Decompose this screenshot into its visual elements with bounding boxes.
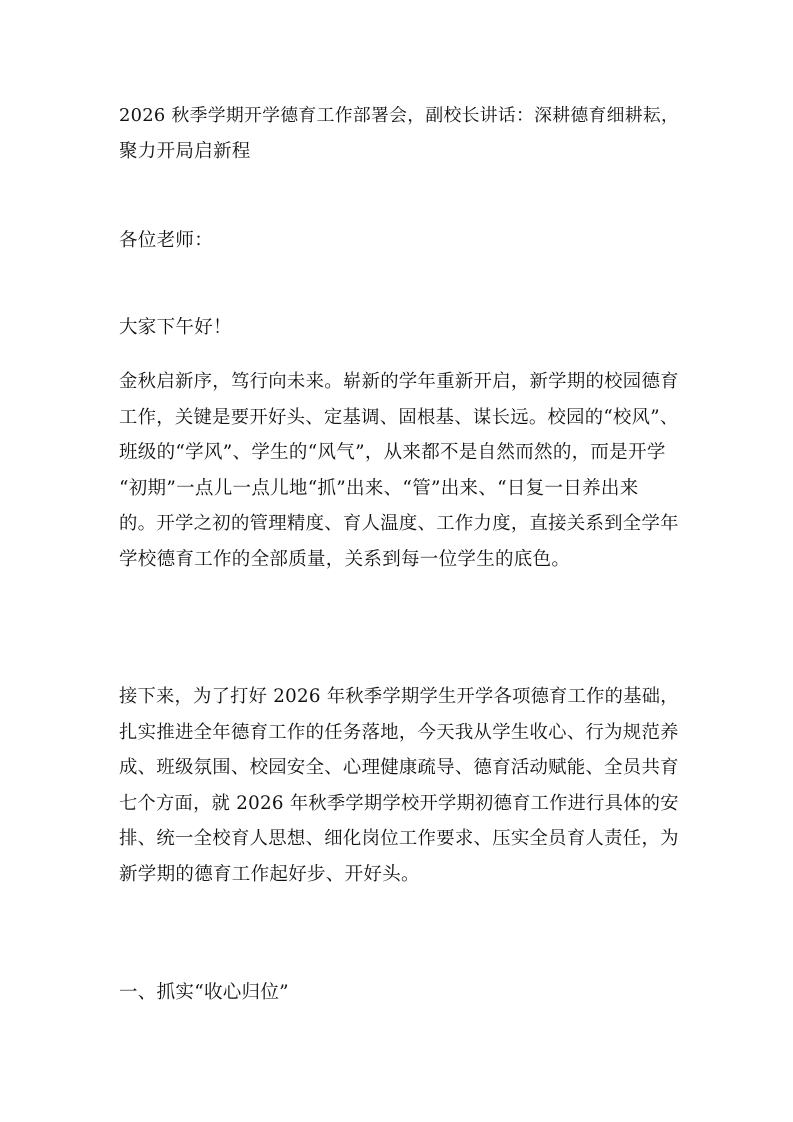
paragraph-1 [119, 364, 679, 577]
paragraph-line: 工作，关键是要开好头、定基调、固根基、谋长远。校园的“校风”、 [119, 406, 679, 428]
title-line: 聚力开局启新程 [119, 140, 251, 162]
salutation-text: 各位老师： [119, 230, 214, 251]
title-line: 2026 秋季学期开学德育工作部署会，副校长讲话：深耕德育细耕耘， [119, 105, 680, 126]
greeting-text: 大家下午好！ [119, 317, 232, 338]
section-heading-text: 一、抓实“收心归位” [119, 982, 289, 1003]
paragraph-line: 学校德育工作的全部质量，关系到每一位学生的底色。 [119, 548, 571, 570]
paragraph-2 [119, 679, 679, 892]
paragraph-line: 班级的“学风”、学生的“风气”，从来都不是自然而然的，而是开学 [119, 442, 666, 463]
paragraph-line: “初期”一点儿一点儿地“抓”出来、“管”出来、“日复一日养出来 [119, 477, 639, 499]
paragraph-line: 的。开学之初的管理精度、育人温度、工作力度，直接关系到全学年 [119, 513, 679, 534]
paragraph-line: 排、统一全校育人思想、细化岗位工作要求、压实全员育人责任，为 [119, 828, 679, 849]
paragraph-line: 扎实推进全年德育工作的任务落地，今天我从学生收心、行为规范养 [119, 721, 679, 743]
salutation [119, 223, 679, 259]
document-title [119, 98, 679, 169]
paragraph-line: 接下来，为了打好 2026 年秋季学期学生开学各项德育工作的基础， [119, 686, 679, 707]
paragraph-line: 金秋启新序，笃行向未来。崭新的学年重新开启，新学期的校园德育 [119, 371, 679, 392]
section-heading [119, 975, 679, 1011]
greeting [119, 310, 679, 346]
paragraph-line: 成、班级氛围、校园安全、心理健康疏导、德育活动赋能、全员共育 [119, 757, 679, 778]
paragraph-line: 新学期的德育工作起好步、开好头。 [119, 863, 420, 885]
paragraph-line: 七个方面，就 2026 年秋季学期学校开学期初德育工作进行具体的安 [119, 792, 679, 814]
